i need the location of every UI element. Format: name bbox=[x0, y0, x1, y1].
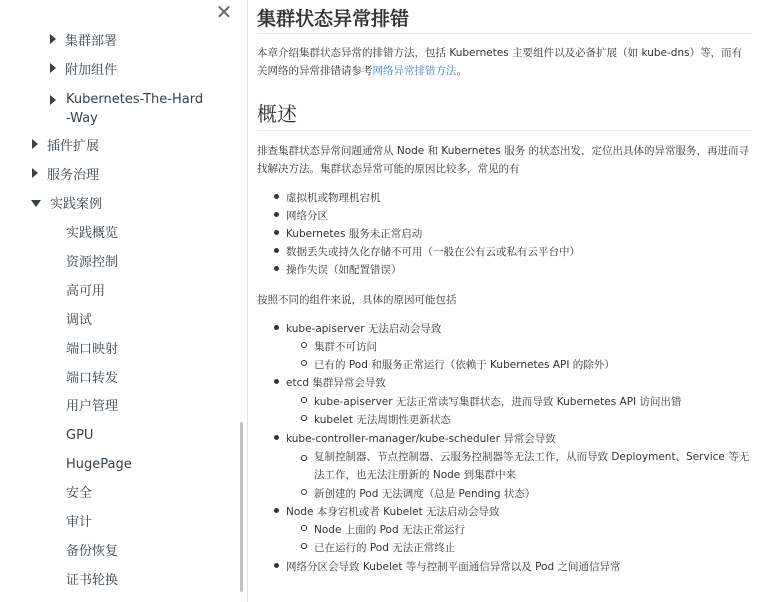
caret-right-icon bbox=[50, 34, 56, 44]
sidebar-subitem[interactable]: 端口转发 bbox=[66, 371, 119, 386]
bullet-icon bbox=[274, 212, 279, 217]
bullet-icon bbox=[274, 508, 279, 513]
list-item-text: 操作失误（如配置错误） bbox=[286, 264, 402, 276]
by-component-paragraph: 按照不同的组件来说，具体的原因可能包括 bbox=[257, 294, 457, 306]
circle-bullet-icon bbox=[301, 489, 307, 495]
caret-right-icon bbox=[50, 95, 56, 105]
sidebar-item-cluster-deploy[interactable] bbox=[50, 32, 117, 51]
caret-right-icon bbox=[32, 168, 38, 178]
sidebar-subitem[interactable]: HugePage bbox=[66, 457, 132, 472]
circle-bullet-icon bbox=[301, 342, 307, 348]
title-divider bbox=[257, 33, 752, 34]
circle-bullet-icon bbox=[301, 415, 307, 421]
list-item bbox=[274, 374, 386, 392]
sidebar-subitem[interactable]: 安全 bbox=[66, 486, 93, 501]
intro-paragraph bbox=[257, 44, 752, 80]
bullet-icon bbox=[274, 248, 279, 253]
caret-right-icon bbox=[50, 63, 56, 73]
sidebar-subitem[interactable]: 实践概览 bbox=[66, 226, 119, 241]
list-item-text: kube-controller-manager/kube-scheduler 异常会导致 bbox=[286, 433, 556, 445]
sidebar-item-label: 附加组件 bbox=[65, 63, 118, 78]
list-item bbox=[274, 243, 580, 261]
list-item bbox=[274, 225, 422, 243]
sub-list-item bbox=[301, 521, 465, 539]
list-item-text: kubelet 无法周期性更新状态 bbox=[314, 414, 451, 426]
sub-list-item bbox=[301, 338, 377, 356]
list-item-text: 复制控制器、节点控制器、云服务控制器等无法工作，从而导致 Deployment、Service 等无法工作，也无法注册新的 Node 到集群中来 bbox=[314, 451, 750, 481]
bullet-icon bbox=[274, 230, 279, 235]
circle-bullet-icon bbox=[301, 525, 307, 531]
caret-right-icon bbox=[32, 139, 38, 149]
circle-bullet-icon bbox=[301, 455, 307, 461]
sidebar-subitem[interactable]: 审计 bbox=[66, 515, 93, 530]
sidebar-subitem[interactable]: 用户管理 bbox=[66, 399, 119, 414]
sidebar-subitem[interactable]: 备份恢复 bbox=[66, 544, 119, 559]
bullet-icon bbox=[274, 435, 279, 440]
overview-paragraph: 排查集群状态异常问题通常从 Node 和 Kubernetes 服务 的状态出发，定位出具体的异常服务，再进而寻找解决方法。集群状态异常可能的原因比较多，常见的有 bbox=[257, 145, 750, 175]
sidebar-subitem[interactable]: GPU bbox=[66, 428, 94, 443]
list-item-text: 数据丢失或持久化存储不可用（一般在公有云或私有云平台中） bbox=[286, 246, 580, 258]
bullet-icon bbox=[274, 266, 279, 271]
list-item bbox=[274, 558, 621, 576]
intro-end: 。 bbox=[456, 65, 467, 77]
sidebar-item-hard-way[interactable] bbox=[50, 90, 210, 128]
circle-bullet-icon bbox=[301, 543, 307, 549]
sub-list-item bbox=[301, 448, 751, 484]
sidebar-item-label: Kubernetes-The-Hard-Way bbox=[66, 92, 204, 126]
sub-list-item bbox=[301, 356, 615, 374]
bullet-icon bbox=[274, 563, 279, 568]
sidebar-item-service-governance[interactable] bbox=[32, 166, 99, 185]
section-heading-overview: 概述 bbox=[257, 102, 297, 126]
sub-list-item bbox=[301, 411, 451, 429]
circle-bullet-icon bbox=[301, 397, 307, 403]
bullet-icon bbox=[274, 194, 279, 199]
list-item bbox=[274, 430, 556, 448]
list-item-text: 集群不可访问 bbox=[314, 341, 377, 353]
list-item bbox=[274, 261, 402, 279]
page-title: 集群状态异常排错 bbox=[257, 8, 410, 30]
list-item-text: Node 本身宕机或者 Kubelet 无法启动会导致 bbox=[286, 506, 500, 518]
intro-text: 本章介绍集群状态异常的排错方法，包括 Kubernetes 主要组件以及必备扩展（如 kube-dns）等，而有关网络的异常排错请参考 bbox=[257, 47, 743, 77]
sidebar-item-label: 插件扩展 bbox=[47, 139, 100, 154]
list-item bbox=[274, 503, 500, 521]
circle-bullet-icon bbox=[301, 360, 307, 366]
sub-list-item bbox=[301, 539, 455, 557]
list-item-text: 已在运行的 Pod 无法正常终止 bbox=[314, 542, 456, 554]
close-icon[interactable]: ✕ bbox=[215, 0, 233, 24]
caret-down-icon bbox=[31, 200, 41, 207]
sidebar-subitem[interactable]: 证书轮换 bbox=[66, 573, 119, 588]
list-item-text: Kubernetes 服务未正常启动 bbox=[286, 228, 423, 240]
list-item bbox=[274, 207, 328, 225]
sidebar-item-practice[interactable] bbox=[31, 195, 102, 214]
sidebar-item-label: 实践案例 bbox=[50, 197, 103, 212]
list-item-text: 新创建的 Pod 无法调度（总是 Pending 状态） bbox=[314, 488, 536, 500]
list-item bbox=[274, 320, 441, 338]
list-item bbox=[274, 189, 381, 207]
network-troubleshooting-link[interactable]: 网络异常排错方法 bbox=[372, 65, 457, 77]
section-divider bbox=[257, 130, 752, 131]
sidebar-subitem[interactable]: 资源控制 bbox=[66, 255, 119, 270]
sidebar-item-label: 服务治理 bbox=[47, 168, 100, 183]
sidebar-nav bbox=[0, 0, 248, 602]
sidebar-scrollbar[interactable] bbox=[240, 422, 243, 592]
list-item-text: kube-apiserver 无法启动会导致 bbox=[286, 323, 442, 335]
list-item-text: etcd 集群异常会导致 bbox=[286, 377, 386, 389]
sub-list-item bbox=[301, 393, 681, 411]
list-item-text: kube-apiserver 无法正常读写集群状态，进而导致 Kubernetes API 访问出错 bbox=[314, 396, 682, 408]
list-item-text: 已有的 Pod 和服务正常运行（依赖于 Kubernetes API 的除外） bbox=[314, 359, 615, 371]
list-item-text: 虚拟机或物理机宕机 bbox=[286, 192, 381, 204]
sidebar-subitem[interactable]: 高可用 bbox=[66, 284, 106, 299]
list-item-text: 网络分区 bbox=[286, 210, 328, 222]
sub-list-item bbox=[301, 485, 535, 503]
sidebar-subitem[interactable]: 端口映射 bbox=[66, 342, 119, 357]
bullet-icon bbox=[274, 379, 279, 384]
list-item-text: 网络分区会导致 Kubelet 等与控制平面通信异常以及 Pod 之间通信异常 bbox=[286, 561, 621, 573]
bullet-icon bbox=[274, 325, 279, 330]
sidebar-subitem[interactable]: 调试 bbox=[66, 313, 93, 328]
list-item-text: Node 上面的 Pod 无法正常运行 bbox=[314, 524, 465, 536]
sidebar-item-label: 集群部署 bbox=[65, 34, 118, 49]
sidebar-item-addons[interactable] bbox=[50, 61, 117, 80]
sidebar-item-plugins[interactable] bbox=[32, 137, 99, 156]
